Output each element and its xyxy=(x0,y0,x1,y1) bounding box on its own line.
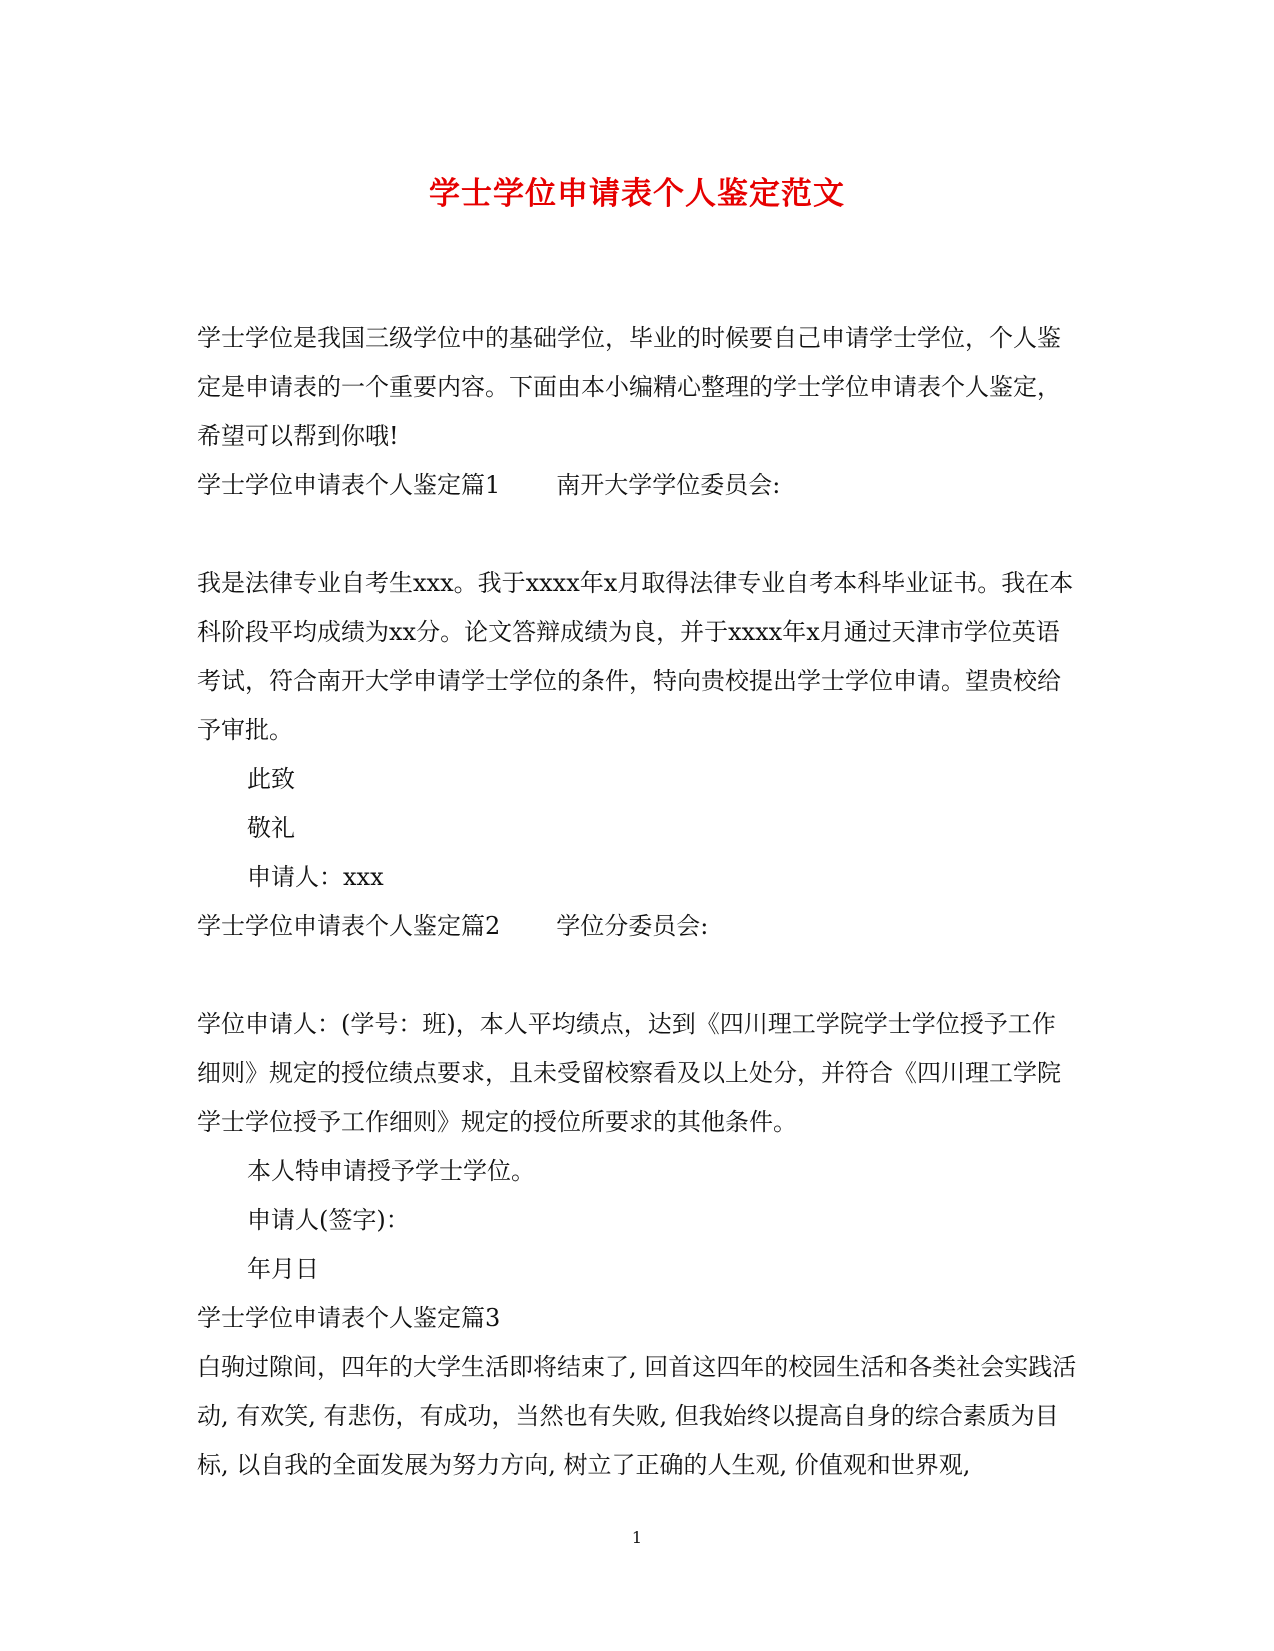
section-3-body: 白驹过隙间，四年的大学生活即将结束了, 回首这四年的校园生活和各类社会实践活动, 有欢笑, 有悲伤，有成功，当然也有失败, 但我始终以提高自身的综合素质为目标, 以自我的全面发展为努力方向, 树立了正确的人生观, 价值观和世界观, xyxy=(197,1353,1077,1479)
blank-line xyxy=(197,510,1077,559)
intro-paragraph: 学士学位是我国三级学位中的基础学位，毕业的时候要自己申请学士学位，个人鉴定是申请表的一个重要内容。下面由本小编精心整理的学士学位申请表个人鉴定，希望可以帮到你哦! xyxy=(197,324,1061,450)
section-1-addressee: 南开大学学位委员会: xyxy=(556,471,781,499)
section-2-signature: 申请人(签字)： xyxy=(247,1206,410,1234)
document-body xyxy=(197,314,1077,1490)
blank-line xyxy=(197,951,1077,1000)
section-2-title: 学士学位申请表个人鉴定篇2 xyxy=(197,912,501,940)
section-1-body: 我是法律专业自考生xxx。我于xxxx年x月取得法律专业自考本科毕业证书。我在本科阶段平均成绩为xx分。论文答辩成绩为良，并于xxxx年x月通过天津市学位英语考试，符合南开大学申请学士学位的条件，特向贵校提出学士学位申请。望贵校给予审批。 xyxy=(197,569,1074,744)
section-2-date: 年月日 xyxy=(247,1255,319,1283)
section-2-body: 学位申请人：(学号：班)，本人平均绩点，达到《四川理工学院学士学位授予工作细则》规定的授位绩点要求，且未受留校察看及以上处分，并符合《四川理工学院学士学位授予工作细则》规定的授位所要求的其他条件。 xyxy=(197,1010,1061,1136)
section-1-closing-2: 敬礼 xyxy=(247,814,295,842)
page-number: 1 xyxy=(631,1528,643,1547)
section-1-closing-1: 此致 xyxy=(247,765,295,793)
document-title: 学士学位申请表个人鉴定范文 xyxy=(429,176,845,212)
section-1-applicant: 申请人：xxx xyxy=(247,863,384,891)
section-1-title: 学士学位申请表个人鉴定篇1 xyxy=(197,471,501,499)
section-2-request: 本人特申请授予学士学位。 xyxy=(247,1157,535,1185)
section-heading-2 xyxy=(197,902,1077,951)
section-heading-1 xyxy=(197,461,1077,510)
section-2-addressee: 学位分委员会: xyxy=(556,912,709,940)
section-heading-3: 学士学位申请表个人鉴定篇3 xyxy=(197,1304,501,1332)
